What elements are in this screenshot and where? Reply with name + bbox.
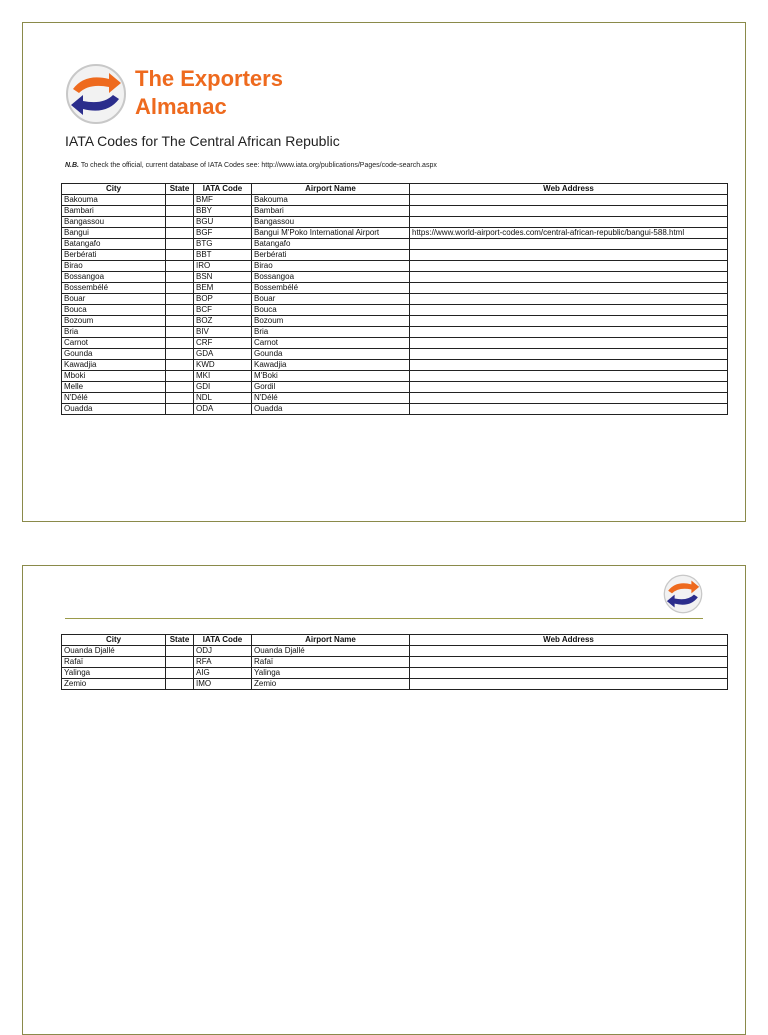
cell-airport-name: Bangassou xyxy=(252,217,410,228)
cell-airport-name: Birao xyxy=(252,261,410,272)
cell-web-address xyxy=(410,316,728,327)
cell-city: Bouar xyxy=(62,294,166,305)
brand-line-1: The Exporters xyxy=(135,66,283,91)
cell-iata-code: IRO xyxy=(194,261,252,272)
cell-state xyxy=(166,239,194,250)
cell-airport-name: Gordil xyxy=(252,382,410,393)
cell-state xyxy=(166,228,194,239)
cell-city: Bangui xyxy=(62,228,166,239)
cell-state xyxy=(166,283,194,294)
cell-iata-code: GDA xyxy=(194,349,252,360)
header-airport-name: Airport Name xyxy=(252,184,410,195)
cell-web-address xyxy=(410,646,728,657)
cell-airport-name: Ouanda Djallé xyxy=(252,646,410,657)
cell-web-address xyxy=(410,393,728,404)
table-row xyxy=(62,360,728,371)
cell-city: Bakouma xyxy=(62,195,166,206)
cell-city: Bossembélé xyxy=(62,283,166,294)
cell-web-address xyxy=(410,404,728,415)
cell-iata-code: NDL xyxy=(194,393,252,404)
cell-airport-name: Kawadjia xyxy=(252,360,410,371)
cell-airport-name: Ouadda xyxy=(252,404,410,415)
table-header-row xyxy=(62,184,728,195)
cell-iata-code: GDI xyxy=(194,382,252,393)
cell-city: Bria xyxy=(62,327,166,338)
cell-airport-name: Bouca xyxy=(252,305,410,316)
cell-state xyxy=(166,206,194,217)
cell-iata-code: CRF xyxy=(194,338,252,349)
header-web-address: Web Address xyxy=(410,184,728,195)
cell-city: Rafaï xyxy=(62,657,166,668)
cell-airport-name: Bouar xyxy=(252,294,410,305)
cell-city: Bambari xyxy=(62,206,166,217)
cell-iata-code: ODA xyxy=(194,404,252,415)
cell-city: Bossangoa xyxy=(62,272,166,283)
cell-web-address xyxy=(410,349,728,360)
table-row xyxy=(62,283,728,294)
table-row xyxy=(62,272,728,283)
cell-web-address xyxy=(410,657,728,668)
cell-web-address xyxy=(410,305,728,316)
table-row xyxy=(62,261,728,272)
cell-city: Carnot xyxy=(62,338,166,349)
note xyxy=(65,162,437,169)
table-row xyxy=(62,393,728,404)
table-row xyxy=(62,646,728,657)
cell-iata-code: IMO xyxy=(194,679,252,690)
cell-iata-code: BMF xyxy=(194,195,252,206)
cell-web-address xyxy=(410,327,728,338)
cell-state xyxy=(166,316,194,327)
cell-state xyxy=(166,327,194,338)
cell-web-address xyxy=(410,261,728,272)
table-row xyxy=(62,371,728,382)
iata-table-page-1 xyxy=(61,183,728,415)
table-row xyxy=(62,239,728,250)
cell-web-address xyxy=(410,382,728,393)
cell-state xyxy=(166,294,194,305)
cell-web-address xyxy=(410,195,728,206)
cell-state xyxy=(166,679,194,690)
cell-web-address: https://www.world-airport-codes.com/central-african-republic/bangui-588.html xyxy=(410,228,728,239)
cell-state xyxy=(166,371,194,382)
table-row xyxy=(62,382,728,393)
cell-state xyxy=(166,261,194,272)
cell-city: Gounda xyxy=(62,349,166,360)
cell-airport-name: Bossangoa xyxy=(252,272,410,283)
header-city: City xyxy=(62,184,166,195)
cell-airport-name: Yalinga xyxy=(252,668,410,679)
table-row xyxy=(62,668,728,679)
cell-iata-code: BBY xyxy=(194,206,252,217)
cell-web-address xyxy=(410,294,728,305)
cell-web-address xyxy=(410,206,728,217)
cell-city: Ouanda Djallé xyxy=(62,646,166,657)
cell-city: N'Délé xyxy=(62,393,166,404)
header-iata-code: IATA Code xyxy=(194,635,252,646)
cell-state xyxy=(166,305,194,316)
cell-iata-code: BCF xyxy=(194,305,252,316)
table-row xyxy=(62,338,728,349)
cell-state xyxy=(166,393,194,404)
table-row xyxy=(62,316,728,327)
cell-city: Bangassou xyxy=(62,217,166,228)
cell-web-address xyxy=(410,250,728,261)
cell-airport-name: Gounda xyxy=(252,349,410,360)
cell-state xyxy=(166,338,194,349)
cell-city: Bouca xyxy=(62,305,166,316)
table-row xyxy=(62,349,728,360)
note-label: N.B. xyxy=(65,162,79,169)
table-header-row xyxy=(62,635,728,646)
cell-state xyxy=(166,657,194,668)
exporters-almanac-logo-icon xyxy=(663,574,703,614)
cell-city: Birao xyxy=(62,261,166,272)
cell-iata-code: AIG xyxy=(194,668,252,679)
cell-web-address xyxy=(410,668,728,679)
cell-state xyxy=(166,668,194,679)
table-row xyxy=(62,327,728,338)
header-web-address: Web Address xyxy=(410,635,728,646)
cell-web-address xyxy=(410,679,728,690)
cell-web-address xyxy=(410,360,728,371)
cell-iata-code: KWD xyxy=(194,360,252,371)
cell-airport-name: M'Boki xyxy=(252,371,410,382)
cell-city: Yalinga xyxy=(62,668,166,679)
cell-airport-name: Bria xyxy=(252,327,410,338)
cell-iata-code: BOZ xyxy=(194,316,252,327)
table-row xyxy=(62,679,728,690)
cell-web-address xyxy=(410,371,728,382)
table-row xyxy=(62,250,728,261)
cell-state xyxy=(166,349,194,360)
cell-web-address xyxy=(410,272,728,283)
exporters-almanac-logo-icon xyxy=(65,63,127,125)
cell-city: Batangafo xyxy=(62,239,166,250)
cell-airport-name: N'Délé xyxy=(252,393,410,404)
table-row xyxy=(62,217,728,228)
cell-state xyxy=(166,360,194,371)
cell-city: Ouadda xyxy=(62,404,166,415)
table-row xyxy=(62,294,728,305)
cell-airport-name: Berbérati xyxy=(252,250,410,261)
cell-airport-name: Bozoum xyxy=(252,316,410,327)
note-text: To check the official, current database of IATA Codes see: http://www.iata.org/publications/Pages/code-search.aspx xyxy=(79,162,437,169)
cell-iata-code: BGF xyxy=(194,228,252,239)
cell-state xyxy=(166,217,194,228)
header-state: State xyxy=(166,184,194,195)
header-iata-code: IATA Code xyxy=(194,184,252,195)
table-row xyxy=(62,195,728,206)
cell-web-address xyxy=(410,283,728,294)
document-title: IATA Codes for The Central African Republic xyxy=(65,133,340,149)
cell-airport-name: Carnot xyxy=(252,338,410,349)
cell-airport-name: Bossembélé xyxy=(252,283,410,294)
cell-state xyxy=(166,250,194,261)
cell-state xyxy=(166,404,194,415)
cell-iata-code: BOP xyxy=(194,294,252,305)
cell-iata-code: BSN xyxy=(194,272,252,283)
table-row xyxy=(62,305,728,316)
document-page-1 xyxy=(22,22,746,522)
cell-airport-name: Rafaï xyxy=(252,657,410,668)
cell-airport-name: Batangafo xyxy=(252,239,410,250)
table-row xyxy=(62,206,728,217)
cell-state xyxy=(166,646,194,657)
cell-iata-code: MKI xyxy=(194,371,252,382)
cell-airport-name: Zemio xyxy=(252,679,410,690)
cell-iata-code: RFA xyxy=(194,657,252,668)
table-row xyxy=(62,657,728,668)
cell-iata-code: BGU xyxy=(194,217,252,228)
cell-city: Kawadjia xyxy=(62,360,166,371)
cell-iata-code: BIV xyxy=(194,327,252,338)
brand-name xyxy=(135,65,283,121)
cell-web-address xyxy=(410,338,728,349)
cell-iata-code: BEM xyxy=(194,283,252,294)
cell-airport-name: Bangui M'Poko International Airport xyxy=(252,228,410,239)
cell-iata-code: ODJ xyxy=(194,646,252,657)
cell-state xyxy=(166,382,194,393)
cell-airport-name: Bambari xyxy=(252,206,410,217)
cell-iata-code: BBT xyxy=(194,250,252,261)
header-airport-name: Airport Name xyxy=(252,635,410,646)
cell-city: Mboki xyxy=(62,371,166,382)
cell-city: Bozoum xyxy=(62,316,166,327)
header-divider xyxy=(65,618,703,619)
cell-web-address xyxy=(410,217,728,228)
cell-city: Melle xyxy=(62,382,166,393)
cell-state xyxy=(166,272,194,283)
cell-city: Zemio xyxy=(62,679,166,690)
table-row xyxy=(62,228,728,239)
header-state: State xyxy=(166,635,194,646)
cell-web-address xyxy=(410,239,728,250)
cell-state xyxy=(166,195,194,206)
cell-airport-name: Bakouma xyxy=(252,195,410,206)
table-row xyxy=(62,404,728,415)
cell-city: Berbérati xyxy=(62,250,166,261)
header-city: City xyxy=(62,635,166,646)
brand-line-2: Almanac xyxy=(135,94,227,119)
iata-table-page-2 xyxy=(61,634,728,690)
cell-iata-code: BTG xyxy=(194,239,252,250)
document-page-2 xyxy=(22,565,746,1035)
